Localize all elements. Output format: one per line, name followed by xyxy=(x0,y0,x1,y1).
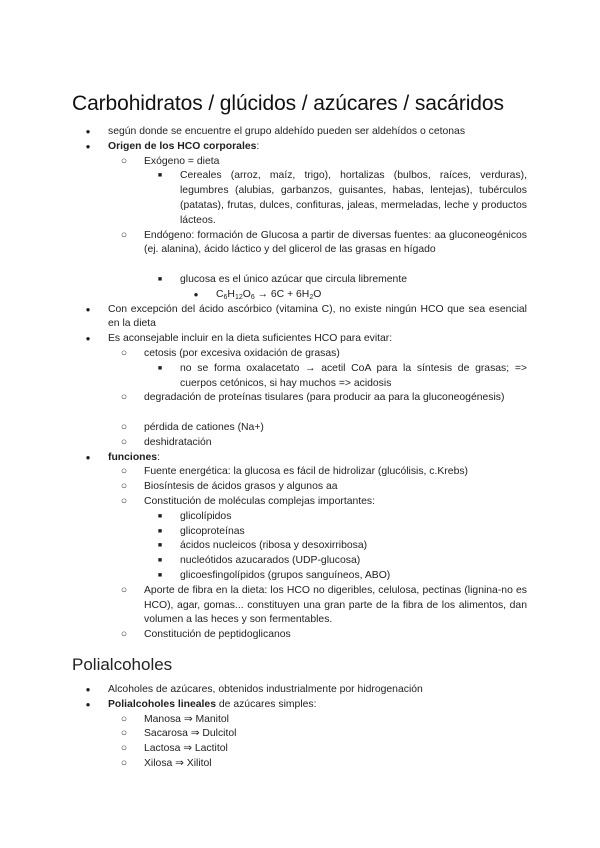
text-run: Exógeno = dieta xyxy=(144,155,220,167)
text-run: glicoproteínas xyxy=(180,525,245,537)
text-run: O xyxy=(313,288,322,300)
bullet-icon: ○ xyxy=(120,348,128,359)
list-item-text xyxy=(180,525,527,540)
text-run: Sacarosa ⇒ Dulcitol xyxy=(144,728,237,740)
list-item-text xyxy=(144,465,527,480)
bullet-icon: ○ xyxy=(120,466,128,478)
bullet-icon: ● xyxy=(85,699,91,709)
text-run: cetosis (por excesiva oxidación de grasas) xyxy=(144,348,340,359)
bullet-icon: ■ xyxy=(157,512,163,520)
page-title: Carbohidratos / glúcidos / azúcares / sacáridos xyxy=(72,92,504,115)
bullet-icon: ● xyxy=(193,289,199,299)
list-item-text xyxy=(144,155,527,170)
bullet-icon: ● xyxy=(85,452,91,462)
list-item-text xyxy=(108,332,527,347)
list-item-text xyxy=(144,495,527,510)
list-item-text xyxy=(108,698,527,713)
text-run: Aporte de fibra en la dieta: los HCO no digeribles, celulosa, pectinas (lignina-no es HCO), agar, gomas... constituyen una gran parte de la fibra de los alimentos, dan volumen a las heces y son fermentables. xyxy=(144,584,527,626)
text-run: glicoesfingolípidos (grupos sanguíneos, ABO) xyxy=(180,570,391,581)
section-title-polialcoholes: Polialcoholes xyxy=(72,655,173,674)
bullet-icon: ○ xyxy=(120,743,128,755)
bold-label: Origen de los HCO corporales xyxy=(108,140,257,152)
list-item-text xyxy=(108,125,527,140)
bullet-icon: ○ xyxy=(120,392,128,404)
text-run: glicolípidos xyxy=(180,510,232,522)
text-run: Xilosa ⇒ Xilitol xyxy=(144,758,212,769)
text-run: degradación de proteínas tisulares (para producir aa para la gluconeogénesis) xyxy=(144,392,505,404)
bullet-icon: ● xyxy=(85,334,91,344)
bullet-icon: ○ xyxy=(120,584,128,596)
bullet-icon: ○ xyxy=(120,496,128,507)
text-run: deshidratación xyxy=(144,436,212,448)
text-run: Biosíntesis de ácidos grasos y algunos aa xyxy=(144,481,338,493)
list-item-text xyxy=(180,169,527,228)
bold-label: Polialcoholes lineales xyxy=(108,698,216,710)
list-item-text xyxy=(108,451,527,466)
text-run: Constitución de peptidoglicanos xyxy=(144,629,291,641)
bullet-icon: ○ xyxy=(120,728,128,740)
text-run: Manosa ⇒ Manitol xyxy=(144,713,229,725)
list-item-text xyxy=(144,391,527,406)
bullet-icon: ○ xyxy=(120,758,128,769)
list-item-text xyxy=(216,288,527,303)
list-item-text xyxy=(144,421,527,436)
text-run: Es aconsejable incluir en la dieta suficientes HCO para evitar: xyxy=(108,333,393,345)
text-run: H xyxy=(227,288,235,300)
list-item-text xyxy=(180,539,527,554)
text-run: → 6C + 6H xyxy=(254,288,310,300)
text-run: ácidos nucleicos (ribosa y desoxirribosa) xyxy=(180,540,368,552)
list-item-text xyxy=(144,628,527,643)
bullet-icon: ○ xyxy=(120,481,128,493)
bullet-icon: ■ xyxy=(157,527,163,535)
bullet-icon: ○ xyxy=(120,713,128,725)
text-run: Constitución de moléculas complejas importantes: xyxy=(144,496,376,507)
text-run: : xyxy=(256,140,260,152)
list-item-text xyxy=(144,584,527,628)
list-item-text xyxy=(180,510,527,525)
text-run: glucosa es el único azúcar que circula libremente xyxy=(180,274,407,285)
text-run: de azúcares simples: xyxy=(216,698,317,710)
bullet-icon: ■ xyxy=(157,542,163,550)
bullet-icon: ○ xyxy=(120,229,128,241)
bullet-icon: ■ xyxy=(157,557,163,565)
subscript: 12 xyxy=(234,293,243,301)
text-run: Cereales (arroz, maíz, trigo), hortalizas (bulbos, raíces, verduras), legumbres (alubias, garbanzos, guisantes, habas, lentejas), tubérculos (patatas), frutas, dulces, confituras, jaleas, mermeladas, leche y productos lácteos. xyxy=(180,170,527,226)
bullet-icon: ● xyxy=(85,127,91,136)
text-run: Con excepción del ácido ascórbico (vitamina C), no existe ningún HCO que sea esencial en la dieta xyxy=(108,303,527,330)
list-item-text xyxy=(144,436,527,451)
text-run: C xyxy=(216,288,224,300)
list-item-text xyxy=(144,480,527,495)
list-item-text xyxy=(144,727,527,742)
text-run: Fuente energética: la glucosa es fácil de hidrolizar (glucólisis, c.Krebs) xyxy=(144,466,468,478)
bullet-icon: ● xyxy=(85,141,91,151)
bullet-icon: ○ xyxy=(120,155,128,167)
text-run: O xyxy=(242,288,251,300)
text-run: no se forma oxalacetato → acetil CoA para la síntesis de grasas; => cuerpos cetónicos, si hay muchos => acidosis xyxy=(180,362,527,389)
bullet-icon: ■ xyxy=(157,364,163,372)
text-run: Alcoholes de azúcares, obtenidos industrialmente por hidrogenación xyxy=(108,684,423,695)
list-item-text xyxy=(108,303,527,333)
subscript: 2 xyxy=(309,293,314,301)
list-item-text xyxy=(180,362,527,392)
bullet-icon: ○ xyxy=(120,629,128,641)
bullet-icon: ● xyxy=(85,304,91,314)
bullet-icon: ■ xyxy=(157,172,163,180)
text-run: Lactosa ⇒ Lactitol xyxy=(144,743,228,755)
text-run: nucleótidos azucarados (UDP-glucosa) xyxy=(180,555,361,567)
text-run: Endógeno: formación de Glucosa a partir de diversas fuentes: aa gluconeogénicos (ej. alanina), ácido láctico y del glicerol de las grasas en hígado xyxy=(144,229,527,256)
bullet-icon: ■ xyxy=(157,572,163,579)
list-item-text xyxy=(108,140,527,155)
bullet-icon: ○ xyxy=(120,422,128,433)
bold-label: funciones xyxy=(108,451,158,463)
list-item-text xyxy=(180,569,527,584)
list-item-text xyxy=(180,273,527,288)
subscript: 6 xyxy=(250,293,255,301)
bullet-icon: ● xyxy=(85,685,91,694)
list-item-text xyxy=(180,554,527,569)
bullet-icon: ○ xyxy=(120,436,128,448)
subscript: 6 xyxy=(223,293,228,301)
list-item-text xyxy=(144,347,527,362)
list-item-text xyxy=(108,683,527,698)
text-run: pérdida de cationes (Na+) xyxy=(144,422,264,433)
list-item-text xyxy=(144,713,527,728)
list-item-text xyxy=(144,742,527,757)
bullet-icon: ■ xyxy=(157,276,163,283)
text-run: según donde se encuentre el grupo aldehído pueden ser aldehídos o cetonas xyxy=(108,126,466,137)
list-item-text xyxy=(144,757,527,772)
list-item-text xyxy=(144,229,527,259)
text-run: : xyxy=(157,451,160,463)
